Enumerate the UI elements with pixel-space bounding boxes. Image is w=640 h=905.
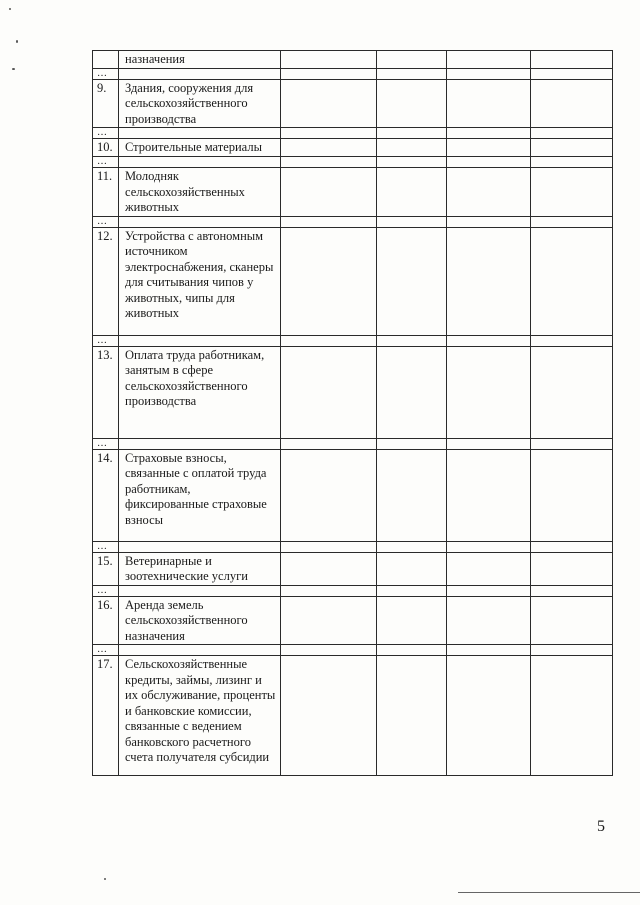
- row-number-cell: 9.: [93, 79, 119, 128]
- empty-value-cell: [377, 68, 447, 79]
- empty-value-cell: [281, 79, 377, 128]
- empty-value-cell: [531, 139, 613, 157]
- empty-value-cell: [447, 438, 531, 449]
- row-number-cell: [93, 51, 119, 69]
- table-row: [93, 346, 613, 438]
- empty-value-cell: [281, 51, 377, 69]
- scan-speck: [12, 68, 15, 70]
- row-number-cell: …: [93, 68, 119, 79]
- row-number-cell: …: [93, 585, 119, 596]
- row-number-cell: 14.: [93, 449, 119, 541]
- empty-value-cell: [281, 216, 377, 227]
- empty-value-cell: [531, 168, 613, 217]
- empty-value-cell: [377, 541, 447, 552]
- row-number-cell: …: [93, 157, 119, 168]
- row-number-cell: 10.: [93, 139, 119, 157]
- empty-value-cell: [447, 656, 531, 776]
- scan-speck: [104, 878, 106, 880]
- row-number-cell: …: [93, 645, 119, 656]
- ellipsis-row: [93, 68, 613, 79]
- cost-item-name-cell: [119, 585, 281, 596]
- empty-value-cell: [377, 157, 447, 168]
- empty-value-cell: [447, 346, 531, 438]
- cost-item-name-cell: Ветеринарные и зоотехнические услуги: [119, 552, 281, 585]
- empty-value-cell: [531, 438, 613, 449]
- empty-value-cell: [377, 645, 447, 656]
- empty-value-cell: [377, 227, 447, 335]
- ellipsis-row: [93, 128, 613, 139]
- empty-value-cell: [447, 168, 531, 217]
- empty-value-cell: [377, 552, 447, 585]
- empty-value-cell: [281, 139, 377, 157]
- empty-value-cell: [531, 216, 613, 227]
- empty-value-cell: [531, 335, 613, 346]
- empty-value-cell: [377, 79, 447, 128]
- empty-value-cell: [281, 128, 377, 139]
- empty-value-cell: [447, 596, 531, 645]
- empty-value-cell: [531, 128, 613, 139]
- cost-item-name-cell: Строительные материалы: [119, 139, 281, 157]
- empty-value-cell: [447, 51, 531, 69]
- footer-rule: [458, 892, 640, 893]
- row-number-cell: …: [93, 541, 119, 552]
- empty-value-cell: [447, 157, 531, 168]
- row-number-cell: 15.: [93, 552, 119, 585]
- cost-item-name-cell: Устройства с автономным источником электроснабжения, сканеры для считывания чипов у животных, чипы для животных: [119, 227, 281, 335]
- empty-value-cell: [281, 157, 377, 168]
- table-row: [93, 656, 613, 776]
- row-number-cell: 17.: [93, 656, 119, 776]
- table-row: [93, 449, 613, 541]
- ellipsis-row: [93, 541, 613, 552]
- cost-item-name-cell: [119, 541, 281, 552]
- empty-value-cell: [531, 585, 613, 596]
- empty-value-cell: [377, 128, 447, 139]
- cost-item-name-cell: [119, 128, 281, 139]
- cost-item-name-cell: [119, 216, 281, 227]
- empty-value-cell: [281, 449, 377, 541]
- empty-value-cell: [281, 168, 377, 217]
- page-number: 5: [597, 818, 605, 835]
- empty-value-cell: [377, 168, 447, 217]
- empty-value-cell: [377, 139, 447, 157]
- empty-value-cell: [531, 656, 613, 776]
- empty-value-cell: [447, 139, 531, 157]
- empty-value-cell: [447, 541, 531, 552]
- cost-item-name-cell: Молодняк сельскохозяйственных животных: [119, 168, 281, 217]
- empty-value-cell: [447, 335, 531, 346]
- empty-value-cell: [447, 68, 531, 79]
- empty-value-cell: [281, 346, 377, 438]
- empty-value-cell: [377, 335, 447, 346]
- cost-item-name-cell: [119, 335, 281, 346]
- empty-value-cell: [531, 645, 613, 656]
- scan-speck: [9, 8, 11, 10]
- cost-item-name-cell: Страховые взносы, связанные с оплатой труда работникам, фиксированные страховые взносы: [119, 449, 281, 541]
- table-body: [93, 51, 613, 776]
- empty-value-cell: [377, 51, 447, 69]
- cost-item-name-cell: Сельскохозяйственные кредиты, займы, лизинг и их обслуживание, проценты и банковские комиссии, связанные с ведением банковского расчетного счета получателя субсидии: [119, 656, 281, 776]
- empty-value-cell: [281, 552, 377, 585]
- empty-value-cell: [377, 216, 447, 227]
- table-row: [93, 552, 613, 585]
- empty-value-cell: [447, 645, 531, 656]
- cost-item-name-cell: [119, 645, 281, 656]
- empty-value-cell: [531, 346, 613, 438]
- empty-value-cell: [447, 79, 531, 128]
- row-number-cell: …: [93, 128, 119, 139]
- row-number-cell: 13.: [93, 346, 119, 438]
- empty-value-cell: [281, 227, 377, 335]
- subsidy-cost-table: [92, 50, 613, 776]
- row-number-cell: 12.: [93, 227, 119, 335]
- row-number-cell: …: [93, 216, 119, 227]
- empty-value-cell: [531, 227, 613, 335]
- scan-speck: [16, 40, 18, 43]
- table-row: [93, 227, 613, 335]
- row-number-cell: 11.: [93, 168, 119, 217]
- row-number-cell: 16.: [93, 596, 119, 645]
- empty-value-cell: [281, 541, 377, 552]
- cost-item-name-cell: Здания, сооружения для сельскохозяйственного производства: [119, 79, 281, 128]
- table-row: [93, 596, 613, 645]
- empty-value-cell: [377, 585, 447, 596]
- empty-value-cell: [377, 449, 447, 541]
- empty-value-cell: [531, 541, 613, 552]
- empty-value-cell: [281, 68, 377, 79]
- ellipsis-row: [93, 645, 613, 656]
- empty-value-cell: [447, 128, 531, 139]
- ellipsis-row: [93, 438, 613, 449]
- ellipsis-row: [93, 585, 613, 596]
- empty-value-cell: [377, 656, 447, 776]
- row-number-cell: …: [93, 438, 119, 449]
- empty-value-cell: [447, 585, 531, 596]
- empty-value-cell: [531, 51, 613, 69]
- ellipsis-row: [93, 335, 613, 346]
- row-number-cell: …: [93, 335, 119, 346]
- empty-value-cell: [377, 596, 447, 645]
- empty-value-cell: [447, 449, 531, 541]
- empty-value-cell: [281, 585, 377, 596]
- cost-item-name-cell: Оплата труда работникам, занятым в сфере сельскохозяйственного производства: [119, 346, 281, 438]
- table-row: [93, 79, 613, 128]
- table-row: [93, 139, 613, 157]
- empty-value-cell: [447, 216, 531, 227]
- empty-value-cell: [281, 645, 377, 656]
- empty-value-cell: [377, 438, 447, 449]
- empty-value-cell: [531, 79, 613, 128]
- cost-item-name-cell: назначения: [119, 51, 281, 69]
- empty-value-cell: [281, 596, 377, 645]
- cost-item-name-cell: [119, 438, 281, 449]
- empty-value-cell: [531, 68, 613, 79]
- cost-item-name-cell: [119, 68, 281, 79]
- table-row: [93, 51, 613, 69]
- empty-value-cell: [531, 157, 613, 168]
- empty-value-cell: [377, 346, 447, 438]
- empty-value-cell: [531, 552, 613, 585]
- empty-value-cell: [281, 335, 377, 346]
- empty-value-cell: [281, 438, 377, 449]
- empty-value-cell: [281, 656, 377, 776]
- cost-item-name-cell: Аренда земель сельскохозяйственного назначения: [119, 596, 281, 645]
- empty-value-cell: [447, 552, 531, 585]
- ellipsis-row: [93, 157, 613, 168]
- empty-value-cell: [531, 449, 613, 541]
- empty-value-cell: [531, 596, 613, 645]
- empty-value-cell: [447, 227, 531, 335]
- ellipsis-row: [93, 216, 613, 227]
- cost-item-name-cell: [119, 157, 281, 168]
- table-row: [93, 168, 613, 217]
